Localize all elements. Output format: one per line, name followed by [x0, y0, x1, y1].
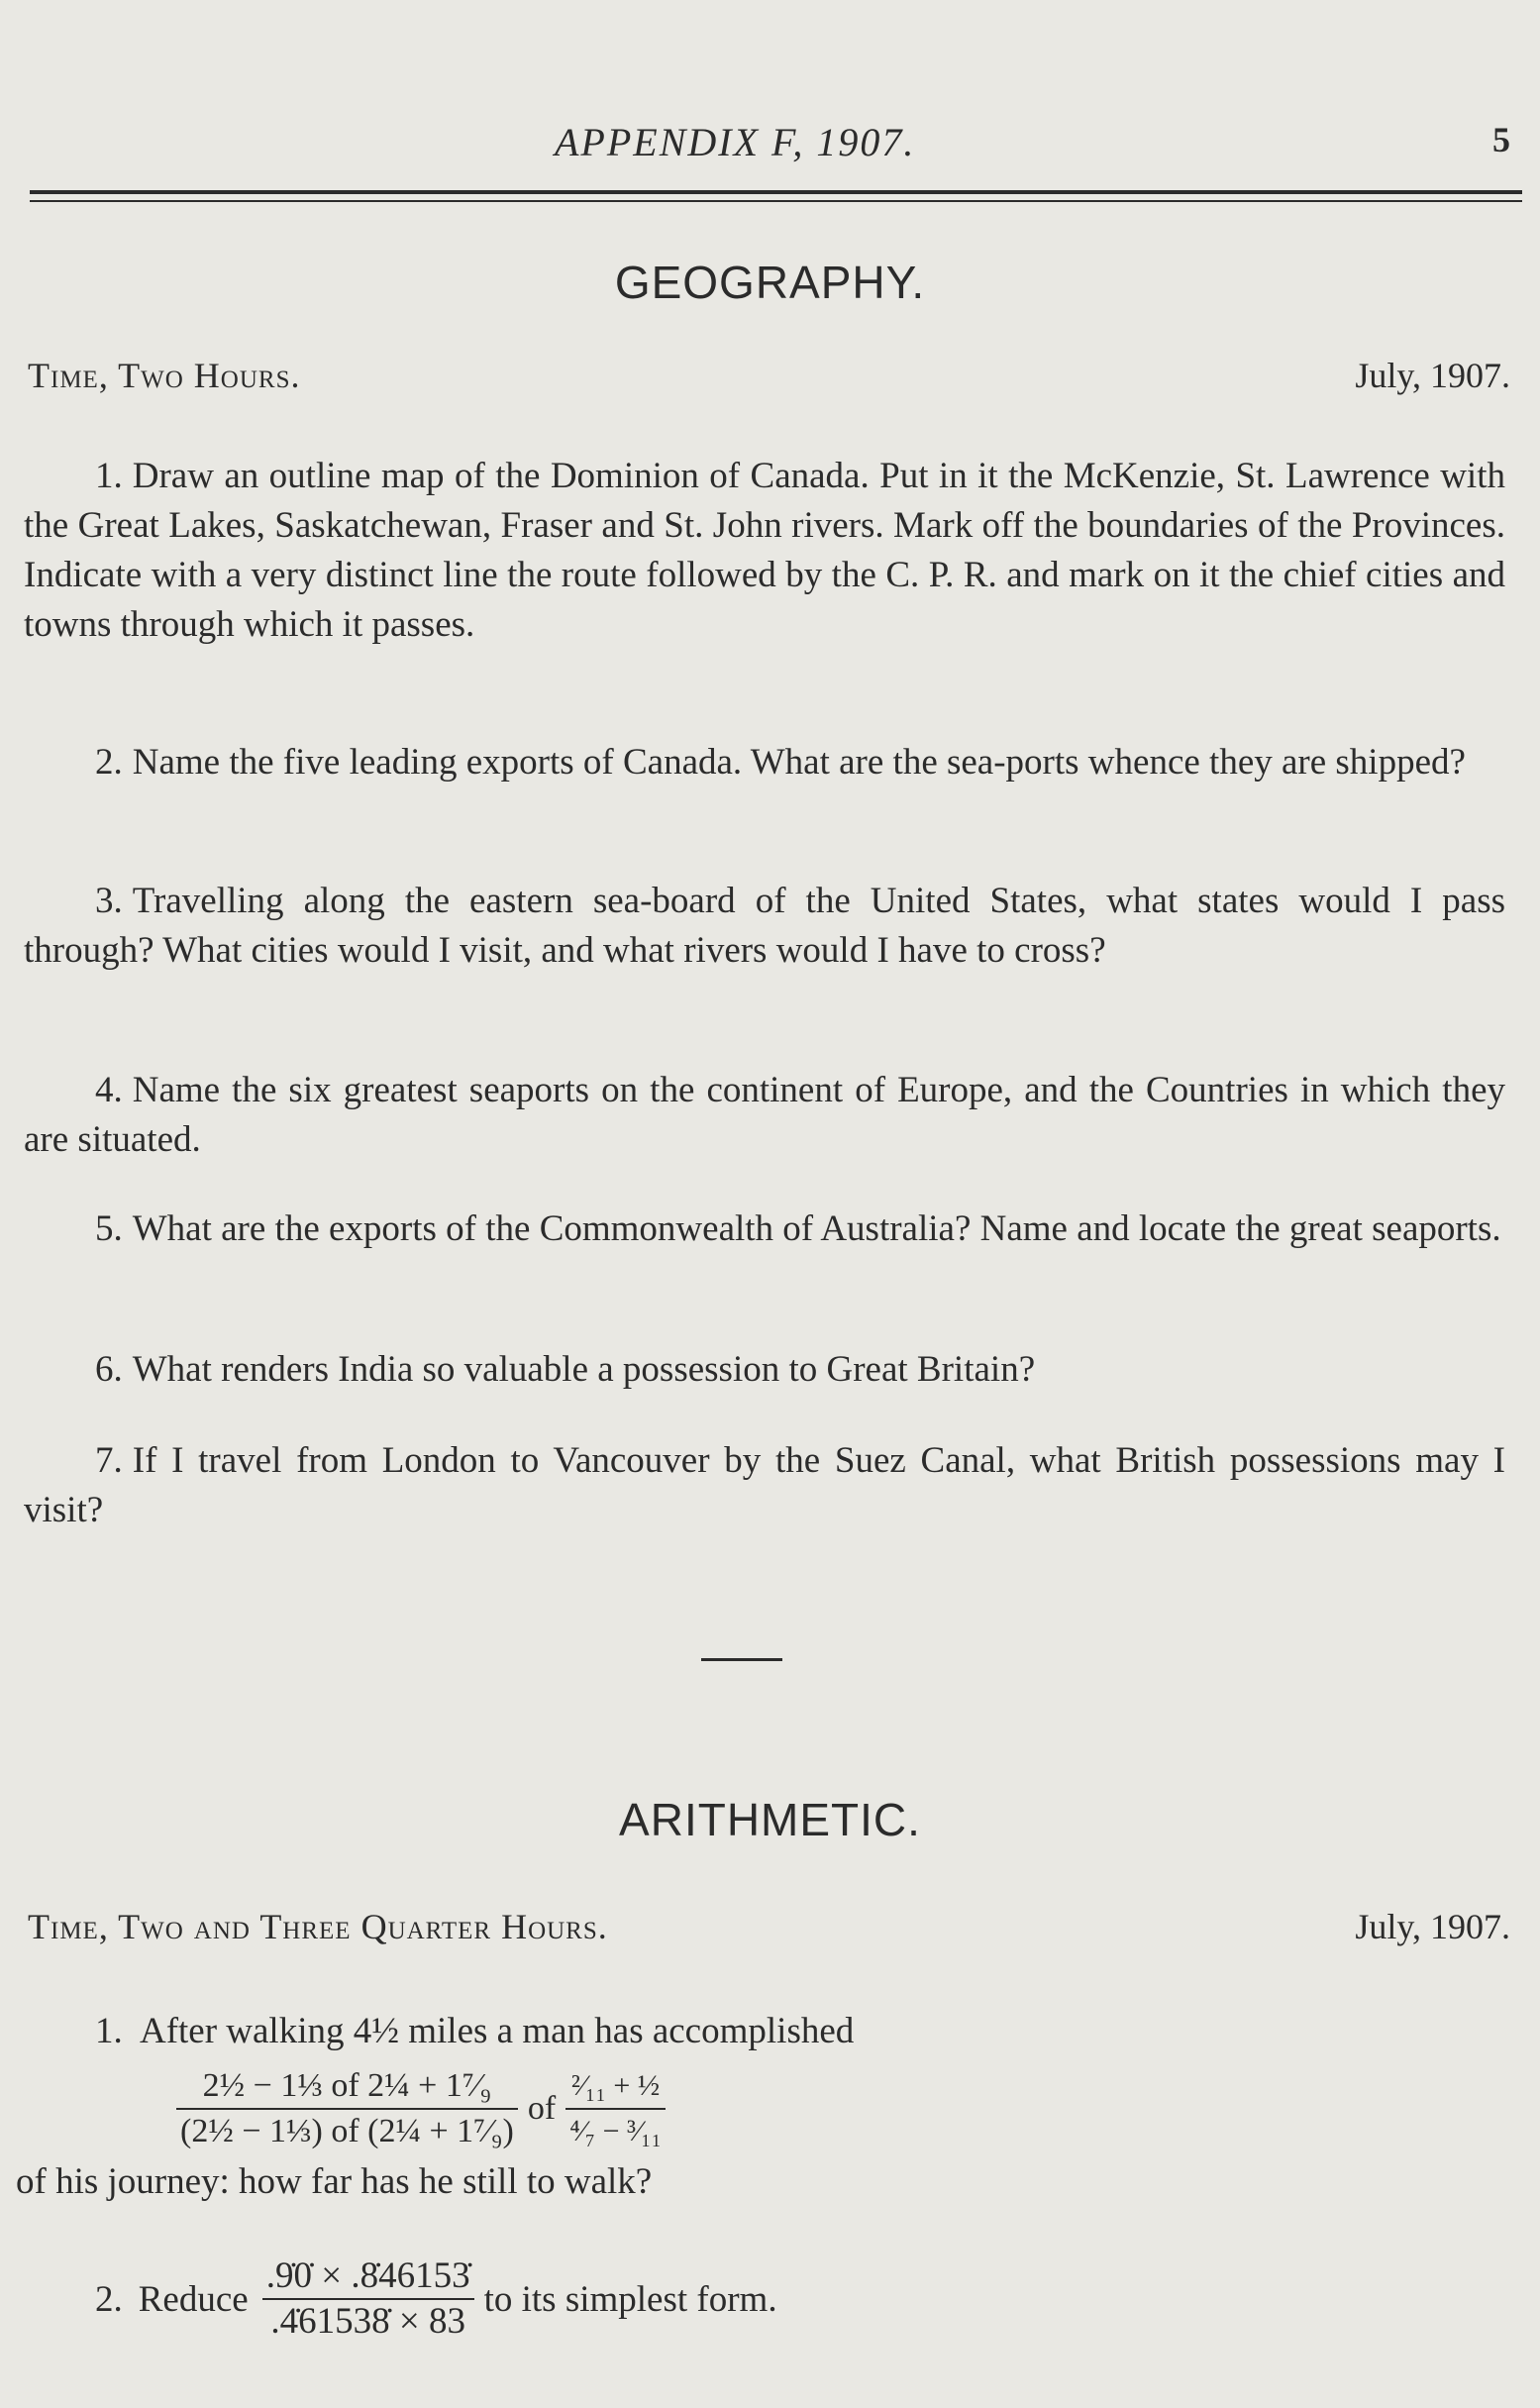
reduce-word: Reduce [138, 2278, 249, 2320]
question-number: 2. [95, 742, 123, 783]
question-text: If I travel from London to Vancouver by the Suez Canal, what British possessions may I visit? [24, 1440, 1505, 1530]
question-text: Travelling along the eastern sea-board of the United States, what states would I pass through? What cities would I visit, and what rivers would I have to cross? [24, 881, 1505, 971]
geography-question-5 [24, 1204, 1505, 1254]
question-text: After walking 4½ miles a man has accomplished [139, 2011, 855, 2051]
question-text: What are the exports of the Commonwealth of Australia? Name and locate the great seaports. [132, 1208, 1501, 1249]
arithmetic-header-row [28, 1906, 1510, 1955]
geography-question-6 [24, 1345, 1505, 1395]
section-divider [701, 1658, 782, 1661]
question-text: to its simplest form. [483, 2278, 777, 2320]
running-head [0, 119, 1540, 178]
arithmetic-question-2 [95, 2254, 787, 2344]
question-number: 2. [95, 2278, 123, 2320]
arithmetic-title: ARITHMETIC. [619, 1794, 921, 1845]
geography-question-3 [24, 877, 1505, 976]
arithmetic-question-1-expression [176, 2064, 666, 2153]
geography-question-1 [24, 452, 1505, 650]
fraction-secondary [565, 2064, 666, 2153]
question-number: 1. [95, 456, 123, 496]
geography-question-2 [24, 738, 1505, 787]
fraction-numerator: 2½ − 1⅓ of 2¼ + 1⁷⁄₉ [176, 2064, 518, 2110]
fraction-denominator: .4̇61538̇ × 83 [270, 2301, 465, 2342]
question-number: 5. [95, 1208, 123, 1249]
geography-question-7 [24, 1436, 1505, 1535]
running-head-title: APPENDIX F, 1907. [555, 120, 916, 164]
geography-date: July, 1907. [1355, 356, 1510, 395]
geography-header-row [28, 355, 1510, 404]
question-text: Draw an outline map of the Dominion of Canada. Put in it the McKenzie, St. Lawrence with the Great Lakes, Saskatchewan, Fraser and St. John rivers. Mark off the boundaries of the Provinces. Indicate with a very distinct line the route followed by the C. P. R. and mark on it the chief cities and towns through which it passes. [24, 456, 1505, 645]
header-rule-thick [30, 190, 1522, 194]
question-text: Name the five leading exports of Canada. What are the sea-ports whence they are shipped? [132, 742, 1466, 783]
geography-question-4 [24, 1066, 1505, 1165]
arithmetic-question-1-outro: of his journey: how far has he still to walk? [16, 2161, 653, 2202]
fraction-numerator: .9̇0̇ × .8̇46153̇ [262, 2254, 474, 2300]
of-word: of [527, 2090, 557, 2127]
geography-time: Time, Two Hours. [28, 356, 301, 395]
fraction-numerator: ²⁄₁₁ + ½ [565, 2064, 666, 2110]
arithmetic-time: Time, Two and Three Quarter Hours. [28, 1907, 608, 1946]
fraction-main [176, 2064, 518, 2153]
question-number: 1. [95, 2011, 123, 2051]
page-number: 5 [1492, 120, 1510, 159]
fraction-denominator: (2½ − 1⅓) of (2¼ + 1⁷⁄₉) [180, 2113, 514, 2149]
header-rule-thin [30, 200, 1522, 202]
arithmetic-question-1-intro [95, 2007, 1501, 2056]
fraction-reduce [262, 2254, 474, 2344]
question-number: 6. [95, 1349, 123, 1390]
question-text: What renders India so valuable a possession to Great Britain? [132, 1349, 1036, 1390]
fraction-denominator: ⁴⁄₇ − ³⁄₁₁ [569, 2115, 662, 2147]
question-number: 3. [95, 881, 123, 921]
question-number: 4. [95, 1070, 123, 1110]
geography-title: GEOGRAPHY. [614, 257, 926, 308]
question-number: 7. [95, 1440, 123, 1481]
arithmetic-date: July, 1907. [1355, 1907, 1510, 1946]
question-text: Name the six greatest seaports on the continent of Europe, and the Countries in which they are situated. [24, 1070, 1505, 1160]
